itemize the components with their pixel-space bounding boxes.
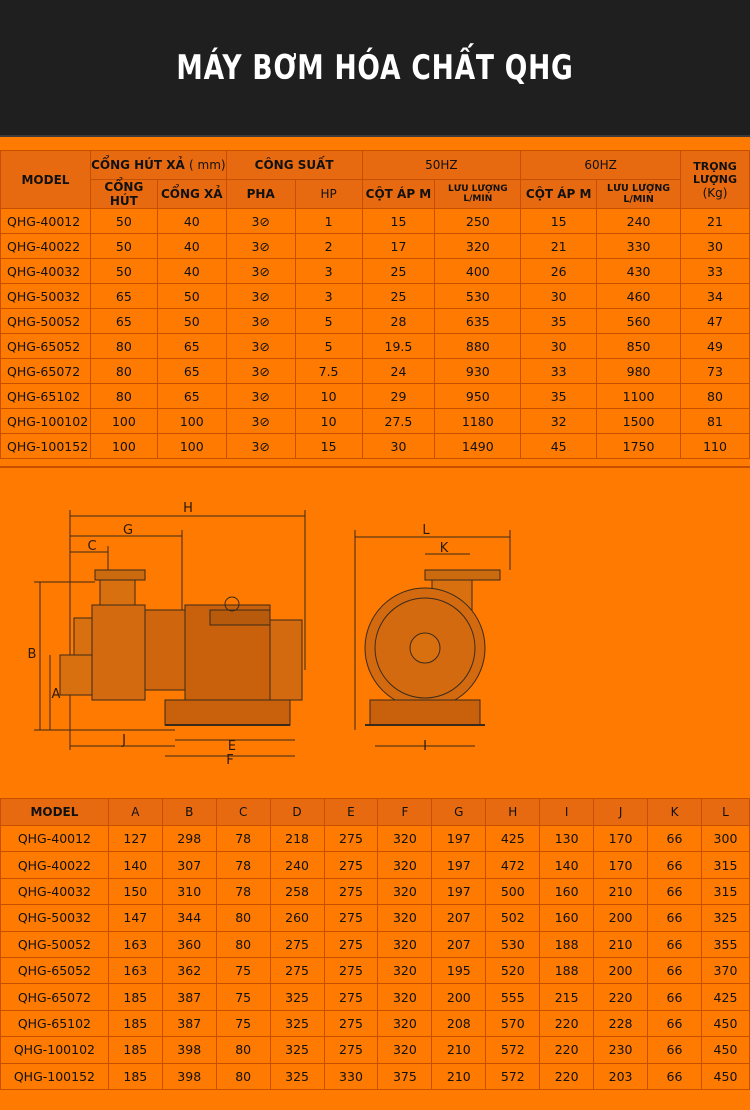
spec-cell: 65 [157,334,226,359]
spec-row [1,234,750,259]
dim-cell: 325 [270,1037,324,1063]
section-divider [0,466,750,468]
dim-model-cell: QHG-40012 [1,826,109,852]
dim-cell: 80 [216,931,270,957]
dim-cell: 387 [162,984,216,1010]
dim-cell: 325 [701,905,749,931]
spec-table [0,150,750,459]
label-b: B [27,647,37,662]
spec-cell: 35 [521,309,597,334]
dim-cell: 78 [216,826,270,852]
spec-cell: 40 [157,209,226,234]
spec-cell: 430 [597,259,681,284]
spec-cell: 21 [681,209,750,234]
spec-cell: 100 [90,434,157,459]
spec-cell: 1500 [597,409,681,434]
dim-cell: 150 [108,878,162,904]
dim-cell: 66 [648,1010,702,1036]
spec-cell: 26 [521,259,597,284]
col-weight: TRỌNG LƯỢNG (Kg) [681,151,750,209]
dim-row [1,957,750,983]
dim-model-cell: QHG-50052 [1,931,109,957]
dim-cell: 220 [540,1063,594,1089]
dim-cell: 320 [378,878,432,904]
dim-cell: 210 [594,878,648,904]
label-e: E [227,739,237,754]
spec-cell: 65 [157,359,226,384]
dim-cell: 130 [540,826,594,852]
spec-cell: 47 [681,309,750,334]
dim-cell: 197 [432,878,486,904]
label-k: K [439,541,449,556]
spec-cell: 850 [597,334,681,359]
dim-header-cell: J [594,799,648,826]
dim-header-cell: I [540,799,594,826]
dim-cell: 66 [648,984,702,1010]
spec-cell: 25 [362,284,435,309]
spec-cell: 80 [681,384,750,409]
spec-row [1,309,750,334]
dim-cell: 320 [378,1010,432,1036]
dim-cell: 398 [162,1063,216,1089]
dim-cell: 140 [108,852,162,878]
spec-cell: 530 [435,284,521,309]
spec-cell: 65 [90,284,157,309]
spec-cell: 34 [681,284,750,309]
dim-cell: 275 [270,931,324,957]
spec-cell: 33 [681,259,750,284]
label-g: G [122,523,134,538]
dim-cell: 320 [378,931,432,957]
spec-cell: 80 [90,334,157,359]
spec-row [1,334,750,359]
col-power-group: CÔNG SUẤT [226,151,362,180]
spec-cell: 24 [362,359,435,384]
dim-cell: 80 [216,905,270,931]
dim-header-cell: B [162,799,216,826]
col-head-60: CỘT ÁP M [521,180,597,209]
dim-model-cell: QHG-50032 [1,905,109,931]
spec-model-cell: QHG-40012 [1,209,91,234]
dim-cell: 260 [270,905,324,931]
dim-cell: 210 [594,931,648,957]
spec-cell: 50 [90,234,157,259]
dim-cell: 240 [270,852,324,878]
dim-cell: 425 [486,826,540,852]
spec-row [1,259,750,284]
spec-cell: 240 [597,209,681,234]
dim-cell: 200 [594,905,648,931]
dim-cell: 320 [378,1037,432,1063]
dim-cell: 320 [378,905,432,931]
spec-cell: 3⊘ [226,384,295,409]
col-discharge: CỔNG XẢ [157,180,226,209]
spec-cell: 81 [681,409,750,434]
spec-cell: 330 [597,234,681,259]
spec-cell: 17 [362,234,435,259]
dim-cell: 275 [324,905,378,931]
dim-cell: 200 [594,957,648,983]
dim-model-cell: QHG-100102 [1,1037,109,1063]
dim-cell: 66 [648,826,702,852]
spec-cell: 3⊘ [226,209,295,234]
spec-cell: 980 [597,359,681,384]
dim-cell: 163 [108,931,162,957]
dim-model-cell: QHG-65102 [1,1010,109,1036]
spec-cell: 560 [597,309,681,334]
page-title: MÁY BƠM HÓA CHẤT QHG [176,48,574,88]
spec-cell: 27.5 [362,409,435,434]
spec-model-cell: QHG-100152 [1,434,91,459]
spec-cell: 320 [435,234,521,259]
dim-cell: 80 [216,1037,270,1063]
dim-cell: 200 [432,984,486,1010]
dim-model-cell: QHG-100152 [1,1063,109,1089]
spec-cell: 5 [295,309,362,334]
dim-cell: 188 [540,957,594,983]
spec-cell: 880 [435,334,521,359]
dim-cell: 185 [108,984,162,1010]
spec-cell: 30 [362,434,435,459]
spec-model-cell: QHG-40022 [1,234,91,259]
dim-cell: 208 [432,1010,486,1036]
dim-cell: 185 [108,1063,162,1089]
spec-cell: 35 [521,384,597,409]
dim-row [1,931,750,957]
dim-header-cell: L [701,799,749,826]
spec-model-cell: QHG-100102 [1,409,91,434]
spec-cell: 15 [362,209,435,234]
spec-cell: 15 [521,209,597,234]
dim-cell: 66 [648,1063,702,1089]
label-j: J [122,733,126,748]
spec-cell: 3⊘ [226,234,295,259]
spec-cell: 49 [681,334,750,359]
dim-cell: 230 [594,1037,648,1063]
dim-cell: 188 [540,931,594,957]
dim-model-cell: QHG-65072 [1,984,109,1010]
spec-cell: 460 [597,284,681,309]
dim-model-cell: QHG-40022 [1,852,109,878]
dim-cell: 197 [432,852,486,878]
spec-model-cell: QHG-40032 [1,259,91,284]
spec-cell: 3⊘ [226,334,295,359]
spec-row [1,209,750,234]
dim-cell: 185 [108,1037,162,1063]
spec-row [1,409,750,434]
dim-cell: 147 [108,905,162,931]
spec-cell: 30 [681,234,750,259]
spec-model-cell: QHG-50052 [1,309,91,334]
spec-cell: 65 [157,384,226,409]
spec-cell: 10 [295,409,362,434]
dim-cell: 203 [594,1063,648,1089]
dim-header-cell: A [108,799,162,826]
spec-cell: 50 [157,309,226,334]
dim-cell: 275 [324,878,378,904]
spec-cell: 1 [295,209,362,234]
dim-cell: 325 [270,1010,324,1036]
spec-cell: 32 [521,409,597,434]
dim-cell: 207 [432,905,486,931]
dim-header-cell: E [324,799,378,826]
col-model: MODEL [1,151,91,209]
dim-cell: 127 [108,826,162,852]
spec-cell: 50 [90,259,157,284]
spec-cell: 25 [362,259,435,284]
spec-cell: 110 [681,434,750,459]
dim-cell: 360 [162,931,216,957]
dim-cell: 315 [701,852,749,878]
label-l: L [422,523,430,538]
spec-cell: 3⊘ [226,359,295,384]
dim-cell: 275 [270,957,324,983]
dim-cell: 78 [216,878,270,904]
dim-cell: 330 [324,1063,378,1089]
dim-row [1,826,750,852]
label-i: I [423,739,427,754]
spec-cell: 30 [521,334,597,359]
dim-cell: 450 [701,1063,749,1089]
spec-cell: 28 [362,309,435,334]
dim-cell: 215 [540,984,594,1010]
dim-cell: 320 [378,826,432,852]
dim-header-cell: F [378,799,432,826]
dim-cell: 370 [701,957,749,983]
col-ports-group: CỔNG HÚT XẢ ( mm) [90,151,226,180]
spec-row [1,284,750,309]
dim-cell: 258 [270,878,324,904]
dim-cell: 210 [432,1063,486,1089]
dim-cell: 275 [324,1037,378,1063]
dim-cell: 320 [378,852,432,878]
spec-cell: 33 [521,359,597,384]
dim-cell: 355 [701,931,749,957]
spec-cell: 3 [295,259,362,284]
spec-cell: 29 [362,384,435,409]
spec-cell: 40 [157,259,226,284]
dim-cell: 185 [108,1010,162,1036]
dim-cell: 220 [594,984,648,1010]
label-a: A [51,687,61,702]
spec-cell: 21 [521,234,597,259]
dim-cell: 570 [486,1010,540,1036]
dim-header-cell: D [270,799,324,826]
spec-row [1,359,750,384]
dim-cell: 75 [216,984,270,1010]
spec-cell: 635 [435,309,521,334]
dim-cell: 140 [540,852,594,878]
spec-cell: 80 [90,384,157,409]
dim-cell: 228 [594,1010,648,1036]
page-header [0,0,750,137]
dim-cell: 66 [648,852,702,878]
dim-header-cell: G [432,799,486,826]
dim-cell: 425 [701,984,749,1010]
dim-cell: 160 [540,905,594,931]
dim-cell: 170 [594,852,648,878]
dim-cell: 275 [324,931,378,957]
dim-cell: 307 [162,852,216,878]
spec-cell: 250 [435,209,521,234]
dim-cell: 218 [270,826,324,852]
dim-row [1,1010,750,1036]
dim-cell: 315 [701,878,749,904]
dim-cell: 75 [216,1010,270,1036]
spec-row [1,384,750,409]
spec-cell: 3⊘ [226,434,295,459]
dim-cell: 325 [270,1063,324,1089]
label-f: F [226,753,234,768]
spec-cell: 100 [90,409,157,434]
dim-cell: 398 [162,1037,216,1063]
dim-cell: 195 [432,957,486,983]
dim-cell: 75 [216,957,270,983]
col-flow-60: LƯU LƯỢNG L/MIN [597,180,681,209]
spec-cell: 10 [295,384,362,409]
dim-cell: 450 [701,1037,749,1063]
dim-model-cell: QHG-65052 [1,957,109,983]
dim-cell: 66 [648,931,702,957]
dim-cell: 197 [432,826,486,852]
spec-cell: 65 [90,309,157,334]
dim-row [1,905,750,931]
spec-cell: 15 [295,434,362,459]
col-head-50: CỘT ÁP M [362,180,435,209]
dim-cell: 555 [486,984,540,1010]
col-suction: CỔNG HÚT [90,180,157,209]
spec-model-cell: QHG-65052 [1,334,91,359]
spec-model-cell: QHG-65072 [1,359,91,384]
dim-cell: 502 [486,905,540,931]
dim-cell: 387 [162,1010,216,1036]
spec-cell: 3⊘ [226,259,295,284]
dim-cell: 220 [540,1037,594,1063]
spec-model-cell: QHG-65102 [1,384,91,409]
spec-cell: 100 [157,409,226,434]
dim-cell: 320 [378,957,432,983]
dim-model-cell: QHG-40032 [1,878,109,904]
dim-cell: 275 [324,852,378,878]
dimension-table [0,798,750,1090]
spec-cell: 1750 [597,434,681,459]
dim-row [1,852,750,878]
dim-cell: 320 [378,984,432,1010]
pump-dimension-drawing [0,490,750,780]
dim-cell: 530 [486,931,540,957]
spec-cell: 1180 [435,409,521,434]
dim-cell: 210 [432,1037,486,1063]
dim-cell: 500 [486,878,540,904]
dim-cell: 298 [162,826,216,852]
dim-cell: 375 [378,1063,432,1089]
spec-cell: 2 [295,234,362,259]
dim-cell: 275 [324,957,378,983]
spec-cell: 19.5 [362,334,435,359]
spec-cell: 80 [90,359,157,384]
col-60hz-group: 60HZ [521,151,681,180]
dim-cell: 170 [594,826,648,852]
spec-model-cell: QHG-50032 [1,284,91,309]
dim-cell: 300 [701,826,749,852]
spec-cell: 30 [521,284,597,309]
dim-row [1,878,750,904]
dim-header-cell: MODEL [1,799,109,826]
spec-cell: 3⊘ [226,309,295,334]
dim-cell: 275 [324,826,378,852]
spec-cell: 3 [295,284,362,309]
spec-cell: 950 [435,384,521,409]
dim-cell: 160 [540,878,594,904]
dim-cell: 450 [701,1010,749,1036]
col-flow-50: LƯU LƯỢNG L/MIN [435,180,521,209]
spec-cell: 930 [435,359,521,384]
spec-cell: 7.5 [295,359,362,384]
dim-row [1,984,750,1010]
spec-cell: 73 [681,359,750,384]
col-hp: HP [295,180,362,209]
col-phase: PHA [226,180,295,209]
dim-cell: 207 [432,931,486,957]
dim-cell: 362 [162,957,216,983]
col-50hz-group: 50HZ [362,151,521,180]
dim-cell: 220 [540,1010,594,1036]
dim-row [1,1037,750,1063]
spec-cell: 50 [157,284,226,309]
dim-cell: 80 [216,1063,270,1089]
dim-cell: 325 [270,984,324,1010]
spec-cell: 3⊘ [226,284,295,309]
spec-cell: 45 [521,434,597,459]
dim-cell: 572 [486,1063,540,1089]
spec-cell: 1100 [597,384,681,409]
dim-row [1,1063,750,1089]
dim-cell: 275 [324,984,378,1010]
dim-header-cell: H [486,799,540,826]
dim-cell: 310 [162,878,216,904]
dim-cell: 572 [486,1037,540,1063]
dim-cell: 344 [162,905,216,931]
spec-cell: 50 [90,209,157,234]
dim-cell: 66 [648,1037,702,1063]
dim-cell: 275 [324,1010,378,1036]
dim-cell: 66 [648,905,702,931]
label-c: C [87,539,97,554]
label-h: H [183,501,193,516]
spec-cell: 3⊘ [226,409,295,434]
spec-row [1,434,750,459]
dim-cell: 66 [648,878,702,904]
spec-cell: 5 [295,334,362,359]
dim-cell: 472 [486,852,540,878]
spec-cell: 400 [435,259,521,284]
dim-cell: 163 [108,957,162,983]
dim-cell: 78 [216,852,270,878]
dim-cell: 66 [648,957,702,983]
spec-cell: 100 [157,434,226,459]
dim-header-cell: K [648,799,702,826]
spec-cell: 1490 [435,434,521,459]
dim-cell: 520 [486,957,540,983]
spec-cell: 40 [157,234,226,259]
dim-header-cell: C [216,799,270,826]
